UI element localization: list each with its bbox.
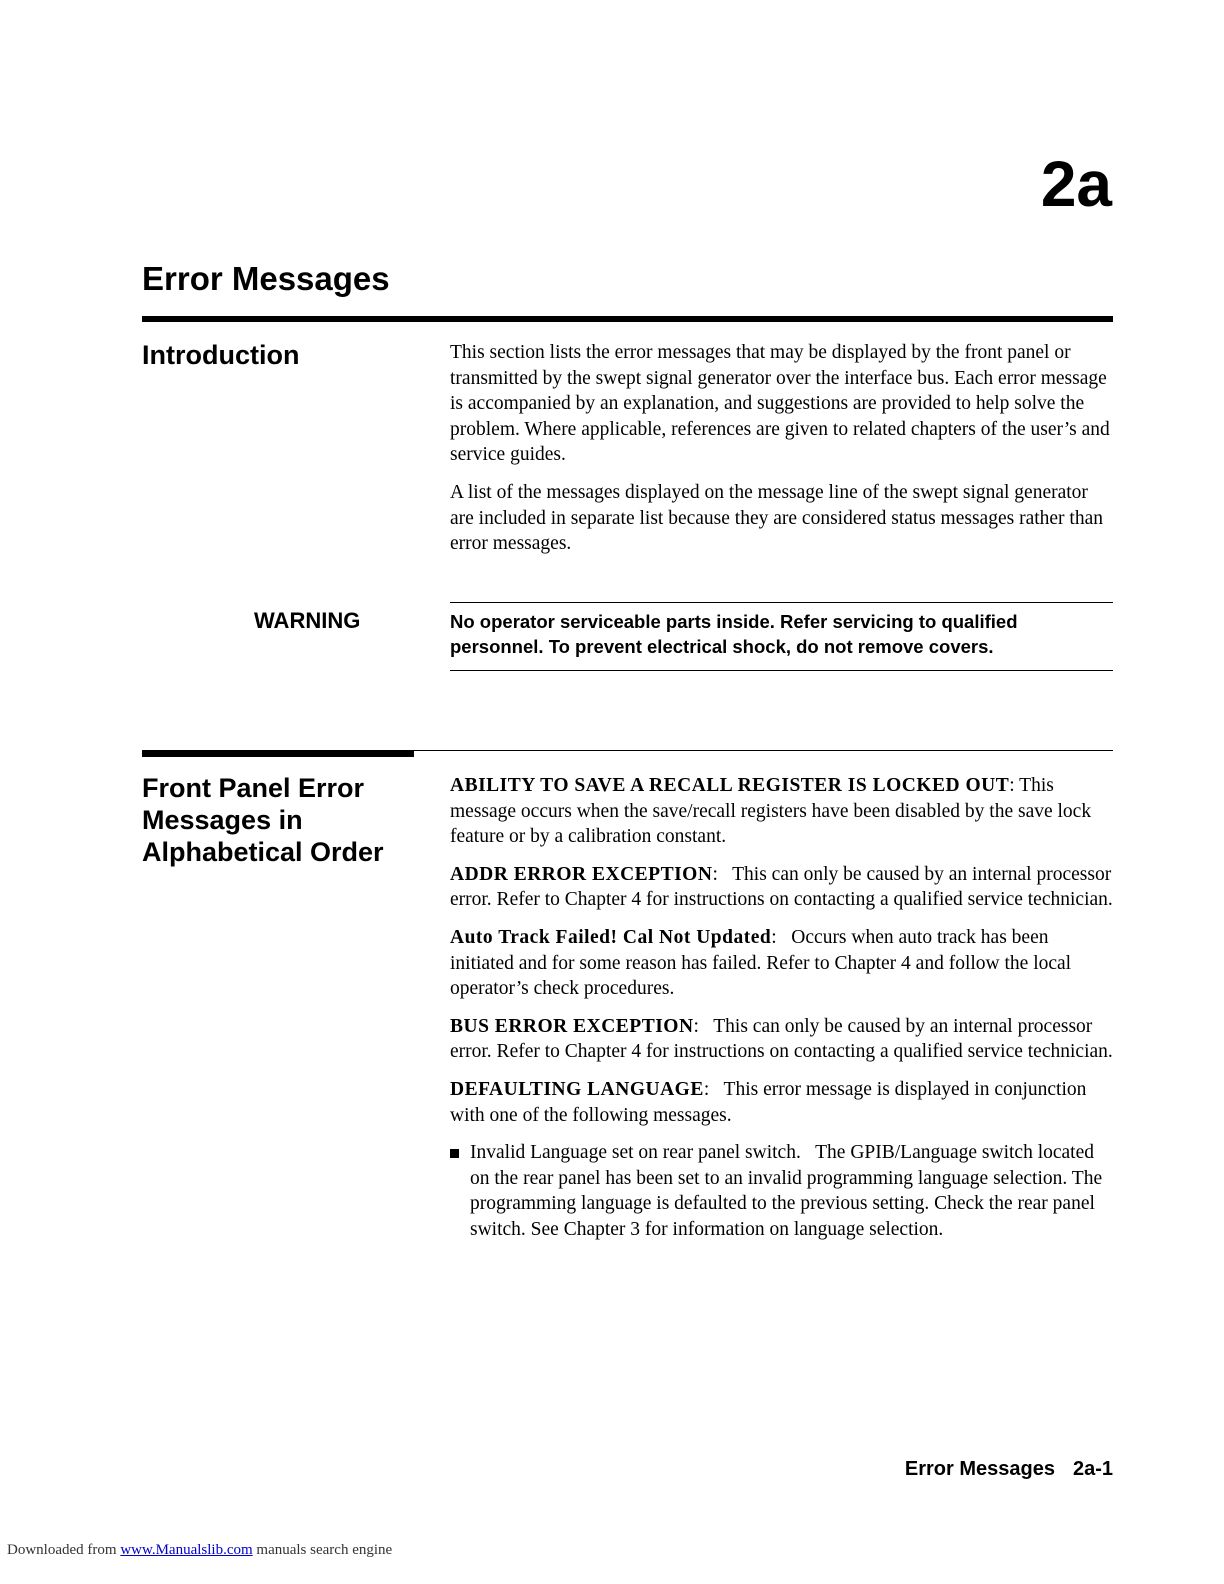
bullet-item bbox=[450, 1140, 1115, 1242]
warning-bottom-rule bbox=[450, 670, 1113, 671]
download-suffix: manuals search engine bbox=[256, 1542, 393, 1558]
intro-heading: Introduction bbox=[142, 340, 300, 370]
intro-paragraph: This section lists the error messages that may be displayed by the front panel or transmitted by the swept signal generator over the interface bus. Each error message is accompanied by an explanation, and suggestions are provided to help solve the problem. Where applicable, references are given to related chapters of the user’s and service guides. bbox=[450, 342, 1110, 466]
error-desc: This message occurs when the save/recall registers have been disabled by the save lock feature or by a calibration constant. bbox=[450, 775, 1092, 848]
error-desc: This can only be caused by an internal processor error. Refer to Chapter 4 for instructions on contacting a qualified service technician. bbox=[450, 863, 1113, 911]
error-term: Auto Track Failed! Cal Not Updated bbox=[450, 926, 772, 948]
error-entry: BUS ERROR EXCEPTION: This can only be caused by an internal processor error. Refer to Chapter 4 for instructions on contacting a qualified service technician. bbox=[450, 1015, 1113, 1063]
chapter-number: 2a bbox=[1040, 148, 1112, 220]
error-term: DEFAULTING LANGUAGE bbox=[450, 1078, 704, 1100]
error-desc: This can only be caused by an internal processor error. Refer to Chapter 4 for instructions on contacting a qualified service technician. bbox=[450, 1015, 1113, 1063]
download-prefix: Downloaded from bbox=[7, 1542, 117, 1558]
error-entry: ADDR ERROR EXCEPTION: This can only be caused by an internal processor error. Refer to Chapter 4 for instructions on contacting a qualified service technician. bbox=[450, 863, 1113, 911]
section-rule-accent bbox=[142, 751, 414, 757]
error-desc: This error message is displayed in conjunction with one of the following messages. bbox=[450, 1078, 1087, 1126]
manualslib-link[interactable]: www.Manualslib.com bbox=[120, 1542, 253, 1558]
footer-page-number: 2a-1 bbox=[1072, 1458, 1113, 1480]
bullet-title: Invalid Language set on rear panel switch. bbox=[470, 1142, 801, 1164]
warning-text: No operator serviceable parts inside. Refer servicing to qualified personnel. To prevent electrical shock, do not remove covers. bbox=[450, 611, 1018, 657]
error-entry: DEFAULTING LANGUAGE: This error message is displayed in conjunction with one of the following messages. bbox=[450, 1078, 1087, 1126]
intro-paragraph: A list of the messages displayed on the message line of the swept signal generator are included in separate list because they are considered status messages rather than error messages. bbox=[450, 481, 1103, 555]
bullet-text bbox=[470, 1140, 1115, 1242]
warning-top-rule bbox=[450, 602, 1113, 603]
intro-body bbox=[450, 340, 1115, 569]
error-entry: Auto Track Failed! Cal Not Updated: Occurs when auto track has been initiated and for some reason has failed. Refer to Chapter 4 and follow the local operator’s check procedures. bbox=[450, 926, 1072, 1000]
bullet-desc: The GPIB/Language switch located on the rear panel has been set to an invalid programming language selection. The programming language is defaulted to the previous setting. Check the rear panel switch. See Chapter 3 for information on language selection. bbox=[470, 1142, 1103, 1240]
chapter-title-rule bbox=[142, 316, 1113, 322]
warning-label: WARNING bbox=[254, 608, 361, 633]
error-entry: ABILITY TO SAVE A RECALL REGISTER IS LOCKED OUT: This message occurs when the save/recall registers have been disabled by the save lock feature or by a calibration constant. bbox=[450, 775, 1092, 848]
footer-title: Error Messages bbox=[904, 1458, 1055, 1480]
error-term: ABILITY TO SAVE A RECALL REGISTER IS LOCKED OUT bbox=[450, 775, 1010, 796]
front-panel-heading: Front Panel Error Messages in Alphabetical Order bbox=[142, 773, 384, 867]
download-note bbox=[7, 1542, 392, 1559]
chapter-title: Error Messages bbox=[142, 260, 390, 297]
error-term: ADDR ERROR EXCEPTION bbox=[450, 863, 713, 885]
page-footer bbox=[905, 1458, 1113, 1481]
error-term: BUS ERROR EXCEPTION bbox=[450, 1015, 694, 1037]
error-desc: Occurs when auto track has been initiated and for some reason has failed. Refer to Chapter 4 and follow the local operator’s check procedures. bbox=[450, 926, 1072, 1000]
error-message-list bbox=[450, 773, 1115, 1243]
square-bullet-icon bbox=[450, 1149, 459, 1158]
